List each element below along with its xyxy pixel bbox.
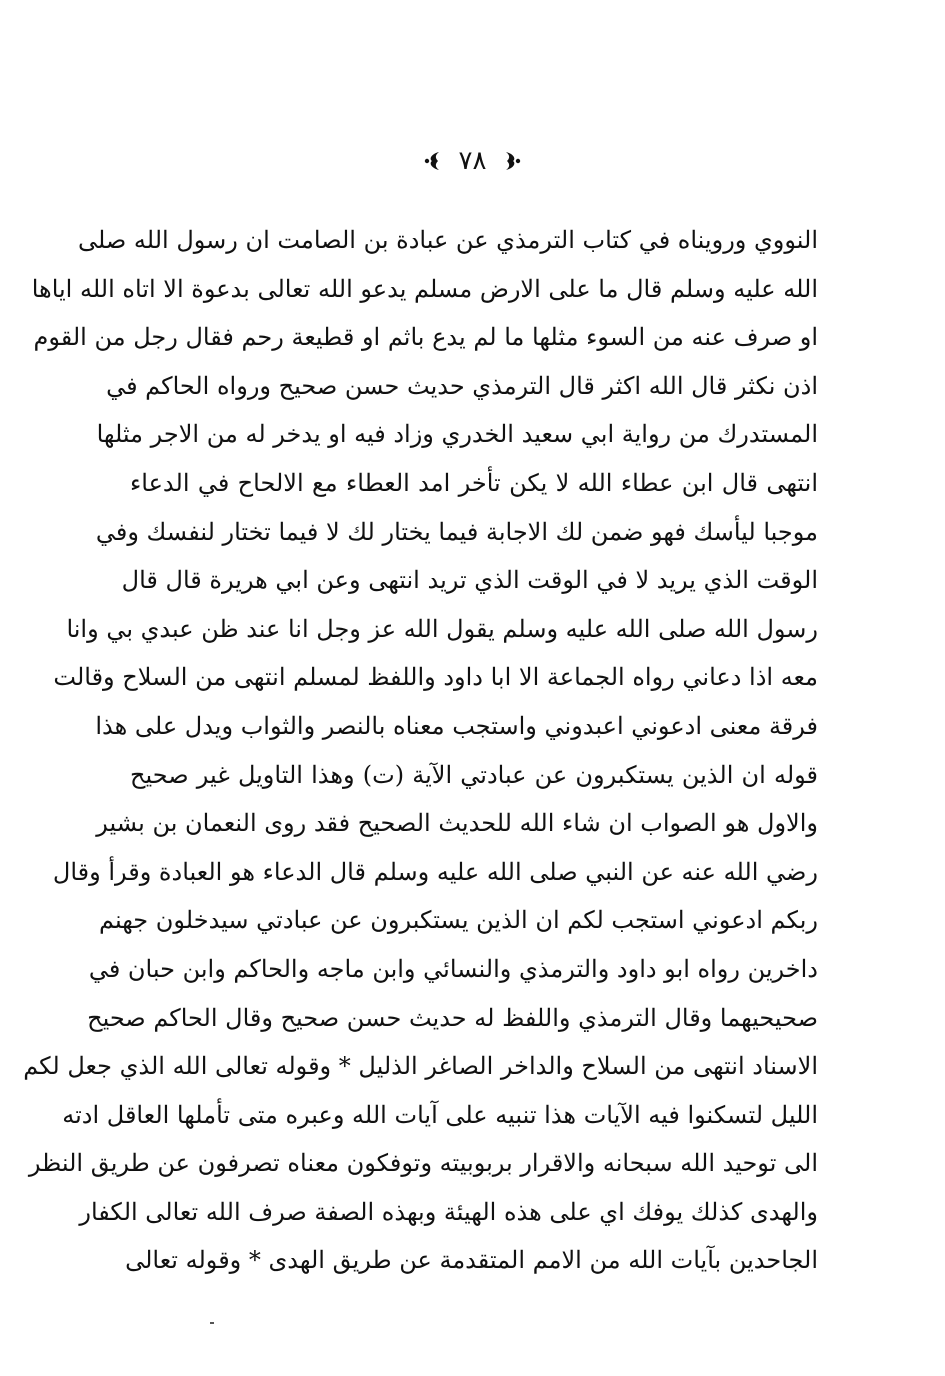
text-line: ربكم ادعوني استجب لكم ان الذين يستكبرون عن عبادتي سيدخلون جهنم [99, 906, 818, 935]
text-line: انتهى قال ابن عطاء الله لا يكن تأخر امد العطاء مع الالحاح في الدعاء [130, 468, 818, 497]
text-line: رضي الله عنه عن النبي صلى الله عليه وسلم قال الدعاء هو العبادة وقرأ وقال [52, 857, 818, 886]
text-line: والهدى كذلك يوفك اي على هذه الهيئة وبهذه الصفة صرف الله تعالى الكفار [79, 1197, 818, 1226]
text-line: الوقت الذي يريد لا في الوقت الذي تريد انتهى وعن ابي هريرة قال قال [121, 566, 818, 595]
text-line: قوله ان الذين يستكبرون عن عبادتي الآية (ت) وهذا التاويل غير صحيح [130, 760, 818, 789]
text-line: الى توحيد الله سبحانه والاقرار بربوبيته وتوفكون معناه تصرفون عن طريق النظر [28, 1149, 818, 1178]
text-line: داخرين رواه ابو داود والترمذي والنسائي وابن ماجه والحاكم وابن حبان في [88, 954, 818, 983]
text-line: الليل لتسكنوا فيه الآيات هذا تنبيه على آيات الله وعبره متى تأملها العاقل ادته [62, 1100, 818, 1129]
ornament-icon [500, 149, 522, 173]
text-line: والاول هو الصواب ان شاء الله للحديث الصحيح فقد روى النعمان بن بشير [96, 809, 818, 838]
page-number: ٧٨ [458, 146, 487, 176]
print-mark [210, 1322, 214, 1324]
text-line: اذن نكثر قال الله اكثر قال الترمذي حديث حسن صحيح ورواه الحاكم في [106, 371, 818, 400]
text-line: رسول الله صلى الله عليه وسلم يقول الله عز وجل انا عند ظن عبدي بي وانا [66, 614, 818, 643]
text-line: الجاحدين بآيات الله من الامم المتقدمة عن طريق الهدى * وقوله تعالى [125, 1246, 818, 1275]
text-line: الله عليه وسلم قال ما على الارض مسلم يدعو الله تعالى بدعوة الا اتاه الله اياها [31, 274, 818, 303]
text-line: موجبا ليأسك فهو ضمن لك الاجابة فيما يختار لك لا فيما تختار لنفسك وفي [95, 517, 818, 546]
text-line: النووي ورويناه في كتاب الترمذي عن عبادة بن الصامت ان رسول الله صلى [77, 226, 818, 254]
text-line: او صرف عنه من السوء مثلها ما لم يدع باثم او قطيعة رحم فقال رجل من القوم [33, 323, 818, 352]
text-line: صحيحيهما وقال الترمذي واللفظ له حديث حسن صحيح وقال الحاكم صحيح [87, 1003, 818, 1032]
ornament-icon [423, 149, 445, 173]
page-header [0, 146, 945, 176]
text-line: فرقة معنى ادعوني اعبدوني واستجب معناه بالنصر والثواب ويدل على هذا [95, 711, 818, 740]
text-line: الاسناد انتهى من السلاح والداخر الصاغر الذليل * وقوله تعالى الله الذي جعل لكم [23, 1052, 818, 1081]
page-text [23, 216, 818, 1285]
text-line: معه اذا دعاني رواه الجماعة الا ابا داود واللفظ لمسلم انتهى من السلاح وقالت [53, 663, 818, 692]
text-line: المستدرك من رواية ابي سعيد الخدري وزاد فيه او يدخر له من الاجر مثلها [96, 420, 818, 449]
